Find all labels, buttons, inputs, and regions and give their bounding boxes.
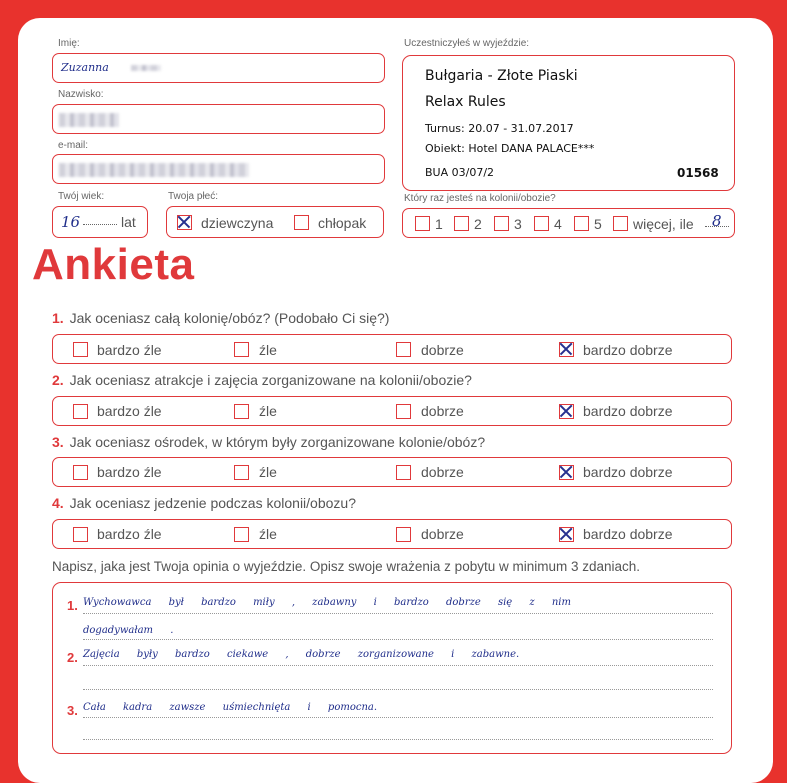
name-field[interactable]: [52, 53, 385, 83]
question-4-text: Jak oceniasz jedzenie podczas kolonii/obozu?: [69, 495, 356, 511]
opinion-field[interactable]: [52, 582, 732, 754]
q2-opt-good-label: dobrze: [421, 403, 464, 419]
q2-opt-very-bad-checkbox[interactable]: [73, 404, 88, 419]
answer-line-dots: [83, 665, 713, 666]
age-field[interactable]: [52, 206, 148, 238]
age-value: 16: [61, 213, 81, 231]
q3-opt-good-checkbox[interactable]: [396, 465, 411, 480]
q1-opt-bad-label: źle: [259, 342, 277, 358]
opinion-prompt: Napisz, jaka jest Twoja opinia o wyjeździe. Opisz swoje wrażenia z pobytu w minimum 3 zdaniach.: [52, 559, 641, 574]
answer-2-line1: Zajęcia były bardzo ciekawe , dobrze zorganizowane i zabawne.: [83, 649, 520, 660]
trip-program: Relax Rules: [425, 94, 506, 110]
answer-3-num: 3.: [67, 703, 78, 718]
times-4-label: 4: [554, 216, 562, 232]
question-3-num: 3.: [52, 434, 64, 450]
age-dots: [83, 224, 117, 225]
q1-opt-bad-checkbox[interactable]: [234, 342, 249, 357]
question-4-options: [52, 519, 732, 549]
q3-opt-very-bad-label: bardzo źle: [97, 464, 162, 480]
q4-opt-bad-checkbox[interactable]: [234, 527, 249, 542]
age-unit: lat: [121, 214, 136, 230]
question-2-text: Jak oceniasz atrakcje i zajęcia zorganizowane na kolonii/obozie?: [69, 372, 472, 388]
question-1: [52, 310, 389, 326]
q1-opt-very-good-label: bardzo dobrze: [583, 342, 673, 358]
times-label: Który raz jesteś na kolonii/obozie?: [404, 193, 556, 204]
trip-turnus: Turnus: 20.07 - 31.07.2017: [425, 122, 574, 135]
question-2-options: [52, 396, 732, 426]
q2-opt-very-good-label: bardzo dobrze: [583, 403, 673, 419]
times-field: [402, 208, 735, 238]
times-5-checkbox[interactable]: [574, 216, 589, 231]
times-3-checkbox[interactable]: [494, 216, 509, 231]
answer-line-dots: [83, 717, 713, 718]
question-1-num: 1.: [52, 310, 64, 326]
times-more-checkbox[interactable]: [613, 216, 628, 231]
gender-male-checkbox[interactable]: [294, 215, 309, 230]
question-2: [52, 372, 472, 388]
question-1-options: [52, 334, 732, 364]
times-more-label: więcej, ile: [633, 216, 694, 232]
gender-female-checkbox[interactable]: [177, 215, 192, 230]
trip-info-box: [402, 55, 735, 191]
answer-line-dots: [83, 739, 713, 740]
times-value: 8: [712, 212, 722, 230]
q4-opt-good-label: dobrze: [421, 526, 464, 542]
times-2-label: 2: [474, 216, 482, 232]
gender-label: Twoja płeć:: [168, 191, 219, 202]
redacted-mark: [131, 65, 161, 71]
times-2-checkbox[interactable]: [454, 216, 469, 231]
times-1-checkbox[interactable]: [415, 216, 430, 231]
q2-opt-very-good-checkbox[interactable]: [559, 404, 574, 419]
email-field[interactable]: [52, 154, 385, 184]
question-3-options: [52, 457, 732, 487]
redacted-email: [59, 163, 249, 177]
q3-opt-very-bad-checkbox[interactable]: [73, 465, 88, 480]
trip-obiekt: Obiekt: Hotel DANA PALACE***: [425, 142, 595, 155]
q1-opt-good-label: dobrze: [421, 342, 464, 358]
trip-number: 01568: [677, 166, 719, 180]
question-4-num: 4.: [52, 495, 64, 511]
question-3-text: Jak oceniasz ośrodek, w którym były zorganizowane kolonie/obóz?: [69, 434, 486, 450]
trip-label: Uczestniczyłeś w wyjeździe:: [404, 38, 530, 49]
q3-opt-very-good-checkbox[interactable]: [559, 465, 574, 480]
q1-opt-very-bad-checkbox[interactable]: [73, 342, 88, 357]
question-2-num: 2.: [52, 372, 64, 388]
gender-male-label: chłopak: [318, 215, 367, 231]
answer-1-line2: dogadywałam .: [83, 625, 174, 636]
survey-title: Ankieta: [32, 240, 195, 289]
trip-destination: Bułgaria - Złote Piaski: [425, 68, 578, 84]
q2-opt-very-bad-label: bardzo źle: [97, 403, 162, 419]
times-3-label: 3: [514, 216, 522, 232]
q2-opt-good-checkbox[interactable]: [396, 404, 411, 419]
q3-opt-good-label: dobrze: [421, 464, 464, 480]
q3-opt-bad-checkbox[interactable]: [234, 465, 249, 480]
q1-opt-very-bad-label: bardzo źle: [97, 342, 162, 358]
gender-female-label: dziewczyna: [201, 215, 274, 231]
q1-opt-very-good-checkbox[interactable]: [559, 342, 574, 357]
q4-opt-bad-label: źle: [259, 526, 277, 542]
answer-1-num: 1.: [67, 598, 78, 613]
q4-opt-very-good-label: bardzo dobrze: [583, 526, 673, 542]
question-1-text: Jak oceniasz całą kolonię/obóz? (Podobało Ci się?): [69, 310, 390, 326]
answer-2-num: 2.: [67, 650, 78, 665]
surname-field[interactable]: [52, 104, 385, 134]
q4-opt-good-checkbox[interactable]: [396, 527, 411, 542]
name-label: Imię:: [58, 38, 80, 49]
times-1-label: 1: [435, 216, 443, 232]
question-4: [52, 495, 356, 511]
answer-1-line1: Wychowawca był bardzo miły , zabawny i bardzo dobrze się z nim: [83, 597, 571, 608]
gender-field: [166, 206, 384, 238]
answer-line-dots: [83, 613, 713, 614]
answer-line-dots: [83, 639, 713, 640]
email-label: e-mail:: [58, 140, 89, 151]
q2-opt-bad-label: źle: [259, 403, 277, 419]
name-value: Zuzanna: [61, 61, 109, 74]
times-4-checkbox[interactable]: [534, 216, 549, 231]
q1-opt-good-checkbox[interactable]: [396, 342, 411, 357]
question-3: [52, 434, 485, 450]
answer-3-line1: Cała kadra zawsze uśmiechnięta i pomocna.: [83, 702, 378, 713]
q3-opt-bad-label: źle: [259, 464, 277, 480]
q4-opt-very-bad-checkbox[interactable]: [73, 527, 88, 542]
trip-code: BUA 03/07/2: [425, 166, 495, 179]
age-label: Twój wiek:: [58, 191, 105, 202]
redacted-surname: [59, 113, 119, 127]
times-5-label: 5: [594, 216, 602, 232]
answer-line-dots: [83, 689, 713, 690]
q4-opt-very-bad-label: bardzo źle: [97, 526, 162, 542]
q2-opt-bad-checkbox[interactable]: [234, 404, 249, 419]
q4-opt-very-good-checkbox[interactable]: [559, 527, 574, 542]
q3-opt-very-good-label: bardzo dobrze: [583, 464, 673, 480]
surname-label: Nazwisko:: [58, 89, 104, 100]
